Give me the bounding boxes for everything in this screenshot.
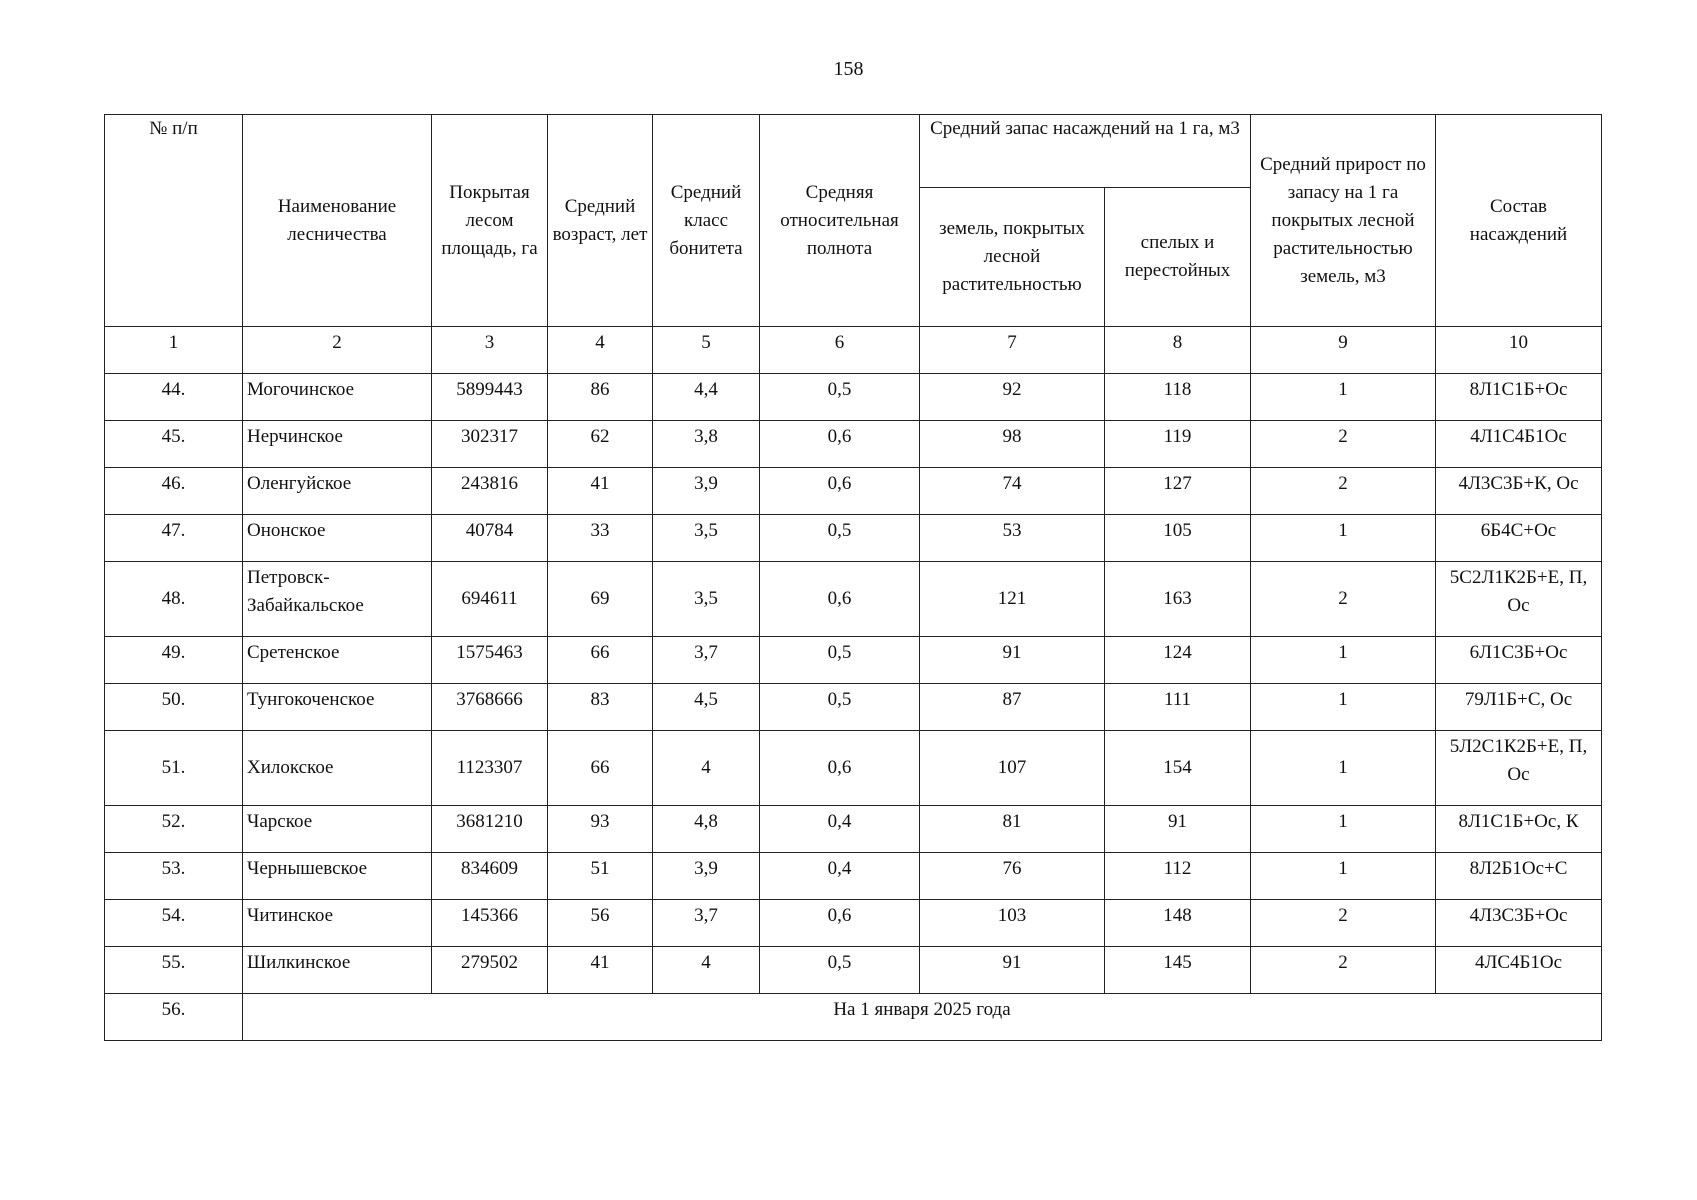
- cell-stock-covered: 107: [920, 731, 1105, 806]
- column-numbers-row: [105, 327, 1602, 374]
- cell-density: 0,5: [760, 637, 920, 684]
- cell-bonitet: 3,5: [653, 515, 760, 562]
- cell-area: 302317: [432, 421, 548, 468]
- table-row: [105, 374, 1602, 421]
- cell-num: 55.: [105, 947, 243, 994]
- table-row-date: [105, 994, 1602, 1041]
- cell-composition: 8Л2Б1Ос+С: [1436, 853, 1602, 900]
- date-note: На 1 января 2025 года: [243, 994, 1602, 1041]
- header-num: № п/п: [105, 115, 243, 327]
- cell-stock-mature: 91: [1105, 806, 1251, 853]
- cell-stock-mature: 145: [1105, 947, 1251, 994]
- cell-density: 0,6: [760, 421, 920, 468]
- cell-age: 93: [548, 806, 653, 853]
- cell-stock-covered: 98: [920, 421, 1105, 468]
- cell-name: Шилкинское: [243, 947, 432, 994]
- table-row: [105, 947, 1602, 994]
- table-row: [105, 853, 1602, 900]
- cell-age: 56: [548, 900, 653, 947]
- column-number: 2: [243, 327, 432, 374]
- cell-growth: 2: [1251, 562, 1436, 637]
- cell-bonitet: 4,5: [653, 684, 760, 731]
- cell-composition: 4Л1С4Б1Ос: [1436, 421, 1602, 468]
- cell-area: 145366: [432, 900, 548, 947]
- cell-name: Петровск-Забайкальское: [243, 562, 432, 637]
- column-number: 9: [1251, 327, 1436, 374]
- cell-stock-mature: 105: [1105, 515, 1251, 562]
- column-number: 6: [760, 327, 920, 374]
- cell-stock-mature: 112: [1105, 853, 1251, 900]
- cell-growth: 2: [1251, 900, 1436, 947]
- table-row: [105, 806, 1602, 853]
- cell-area: 1123307: [432, 731, 548, 806]
- cell-age: 86: [548, 374, 653, 421]
- page-number: 158: [833, 58, 864, 80]
- cell-area: 279502: [432, 947, 548, 994]
- cell-stock-mature: 154: [1105, 731, 1251, 806]
- cell-growth: 1: [1251, 684, 1436, 731]
- cell-stock-covered: 81: [920, 806, 1105, 853]
- cell-growth: 1: [1251, 806, 1436, 853]
- cell-name: Читинское: [243, 900, 432, 947]
- cell-composition: 79Л1Б+С, Ос: [1436, 684, 1602, 731]
- cell-name: Сретенское: [243, 637, 432, 684]
- cell-bonitet: 3,9: [653, 468, 760, 515]
- column-number: 5: [653, 327, 760, 374]
- cell-growth: 1: [1251, 515, 1436, 562]
- cell-num: 46.: [105, 468, 243, 515]
- cell-density: 0,6: [760, 731, 920, 806]
- cell-growth: 1: [1251, 853, 1436, 900]
- cell-growth: 2: [1251, 468, 1436, 515]
- cell-name: Чарское: [243, 806, 432, 853]
- header-stock-covered: земель, покрытых лесной растительностью: [920, 188, 1105, 327]
- header-name: Наименование лесничества: [243, 115, 432, 327]
- cell-num: 48.: [105, 562, 243, 637]
- cell-composition: 4Л3С3Б+Ос: [1436, 900, 1602, 947]
- cell-composition: 5Л2С1К2Б+Е, П, Ос: [1436, 731, 1602, 806]
- cell-age: 41: [548, 947, 653, 994]
- cell-growth: 1: [1251, 374, 1436, 421]
- table-row: [105, 731, 1602, 806]
- cell-density: 0,4: [760, 806, 920, 853]
- header-area: Покрытая лесом площадь, га: [432, 115, 548, 327]
- cell-density: 0,6: [760, 900, 920, 947]
- cell-stock-covered: 92: [920, 374, 1105, 421]
- column-number: 8: [1105, 327, 1251, 374]
- cell-num: 54.: [105, 900, 243, 947]
- cell-composition: 6Л1С3Б+Ос: [1436, 637, 1602, 684]
- header-composition: Состав насаждений: [1436, 115, 1602, 327]
- cell-num: 56.: [105, 994, 243, 1041]
- cell-num: 52.: [105, 806, 243, 853]
- cell-composition: 6Б4С+Ос: [1436, 515, 1602, 562]
- cell-stock-covered: 91: [920, 637, 1105, 684]
- cell-stock-covered: 121: [920, 562, 1105, 637]
- table-row: [105, 684, 1602, 731]
- cell-name: Чернышевское: [243, 853, 432, 900]
- cell-stock-covered: 87: [920, 684, 1105, 731]
- cell-num: 44.: [105, 374, 243, 421]
- column-number: 7: [920, 327, 1105, 374]
- cell-composition: 4ЛС4Б1Ос: [1436, 947, 1602, 994]
- cell-num: 53.: [105, 853, 243, 900]
- cell-bonitet: 4,8: [653, 806, 760, 853]
- cell-growth: 1: [1251, 731, 1436, 806]
- cell-area: 5899443: [432, 374, 548, 421]
- table-row: [105, 900, 1602, 947]
- cell-stock-covered: 74: [920, 468, 1105, 515]
- cell-area: 243816: [432, 468, 548, 515]
- cell-num: 50.: [105, 684, 243, 731]
- cell-bonitet: 3,8: [653, 421, 760, 468]
- cell-name: Ононское: [243, 515, 432, 562]
- cell-age: 66: [548, 637, 653, 684]
- cell-num: 45.: [105, 421, 243, 468]
- cell-density: 0,6: [760, 468, 920, 515]
- cell-growth: 1: [1251, 637, 1436, 684]
- cell-area: 834609: [432, 853, 548, 900]
- cell-density: 0,6: [760, 562, 920, 637]
- column-number: 1: [105, 327, 243, 374]
- cell-composition: 8Л1С1Б+Ос, К: [1436, 806, 1602, 853]
- column-number: 4: [548, 327, 653, 374]
- cell-name: Могочинское: [243, 374, 432, 421]
- cell-stock-mature: 119: [1105, 421, 1251, 468]
- cell-bonitet: 4: [653, 947, 760, 994]
- header-stock-mature: спелых и перестойных: [1105, 188, 1251, 327]
- column-number: 3: [432, 327, 548, 374]
- table-row: [105, 562, 1602, 637]
- cell-bonitet: 3,7: [653, 637, 760, 684]
- cell-name: Нерчинское: [243, 421, 432, 468]
- cell-stock-mature: 118: [1105, 374, 1251, 421]
- cell-age: 33: [548, 515, 653, 562]
- cell-stock-covered: 91: [920, 947, 1105, 994]
- cell-num: 49.: [105, 637, 243, 684]
- cell-growth: 2: [1251, 421, 1436, 468]
- column-number: 10: [1436, 327, 1602, 374]
- cell-density: 0,5: [760, 374, 920, 421]
- cell-bonitet: 4: [653, 731, 760, 806]
- cell-bonitet: 4,4: [653, 374, 760, 421]
- cell-age: 62: [548, 421, 653, 468]
- cell-composition: 5С2Л1К2Б+Е, П, Ос: [1436, 562, 1602, 637]
- table-row: [105, 637, 1602, 684]
- cell-age: 66: [548, 731, 653, 806]
- cell-age: 83: [548, 684, 653, 731]
- cell-composition: 4Л3С3Б+К, Ос: [1436, 468, 1602, 515]
- header-age: Средний возраст, лет: [548, 115, 653, 327]
- cell-name: Хилокское: [243, 731, 432, 806]
- cell-num: 47.: [105, 515, 243, 562]
- table-row: [105, 421, 1602, 468]
- header-bonitet: Средний класс бонитета: [653, 115, 760, 327]
- cell-stock-mature: 111: [1105, 684, 1251, 731]
- cell-bonitet: 3,9: [653, 853, 760, 900]
- cell-area: 40784: [432, 515, 548, 562]
- cell-stock-mature: 148: [1105, 900, 1251, 947]
- cell-stock-covered: 76: [920, 853, 1105, 900]
- cell-age: 51: [548, 853, 653, 900]
- table-row: [105, 468, 1602, 515]
- forest-stock-table: [104, 114, 1602, 1041]
- cell-area: 1575463: [432, 637, 548, 684]
- header-growth: Средний прирост по запасу на 1 га покрытых лесной растительностью земель, м3: [1251, 115, 1436, 327]
- cell-stock-covered: 103: [920, 900, 1105, 947]
- cell-growth: 2: [1251, 947, 1436, 994]
- header-density: Средняя относительная полнота: [760, 115, 920, 327]
- header-stock-group: Средний запас насаждений на 1 га, м3: [920, 115, 1251, 188]
- cell-stock-mature: 163: [1105, 562, 1251, 637]
- cell-area: 3681210: [432, 806, 548, 853]
- cell-area: 3768666: [432, 684, 548, 731]
- cell-name: Тунгокоченское: [243, 684, 432, 731]
- cell-density: 0,5: [760, 684, 920, 731]
- cell-area: 694611: [432, 562, 548, 637]
- cell-density: 0,5: [760, 947, 920, 994]
- cell-stock-covered: 53: [920, 515, 1105, 562]
- cell-age: 41: [548, 468, 653, 515]
- cell-name: Оленгуйское: [243, 468, 432, 515]
- cell-composition: 8Л1С1Б+Ос: [1436, 374, 1602, 421]
- cell-density: 0,5: [760, 515, 920, 562]
- cell-num: 51.: [105, 731, 243, 806]
- cell-bonitet: 3,7: [653, 900, 760, 947]
- cell-stock-mature: 124: [1105, 637, 1251, 684]
- cell-stock-mature: 127: [1105, 468, 1251, 515]
- table-row: [105, 515, 1602, 562]
- cell-density: 0,4: [760, 853, 920, 900]
- cell-bonitet: 3,5: [653, 562, 760, 637]
- cell-age: 69: [548, 562, 653, 637]
